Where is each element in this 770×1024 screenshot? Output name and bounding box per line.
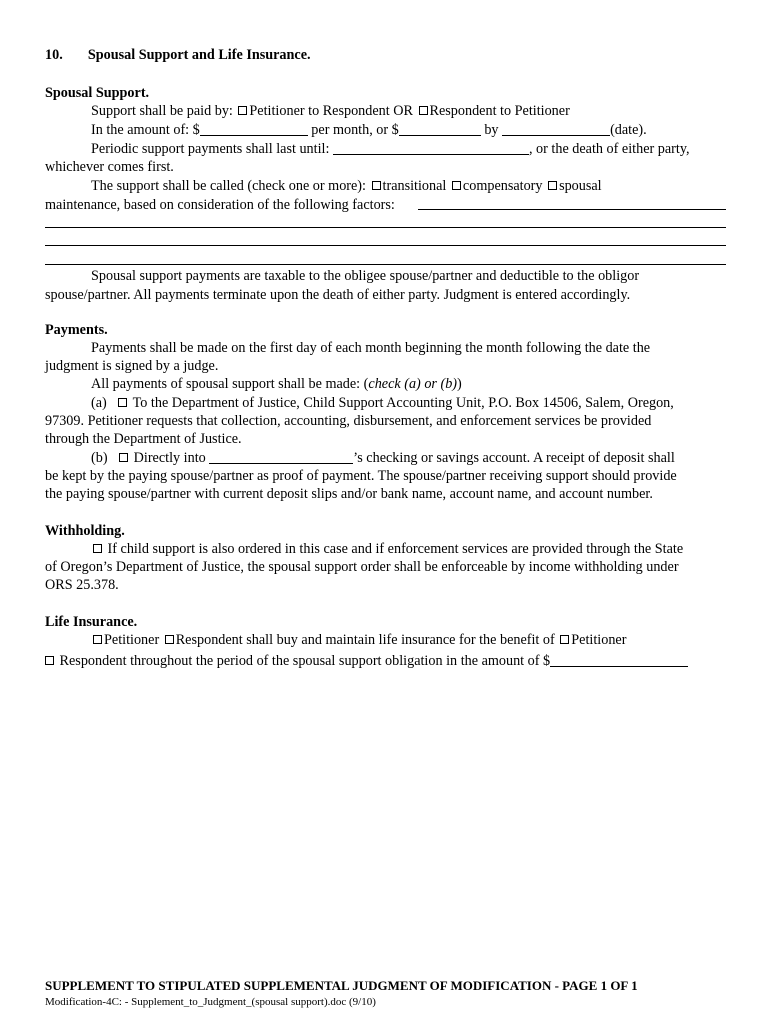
li-petitioner-label: Petitioner (104, 632, 160, 648)
by-label: by (484, 122, 499, 138)
option-b-checkbox[interactable] (119, 453, 128, 462)
li-petitioner-checkbox[interactable] (93, 635, 102, 644)
maintenance-label: maintenance, based on consideration of the following factors: (45, 197, 395, 213)
compensatory-label: compensatory (462, 178, 543, 194)
support-type-line (91, 177, 602, 196)
li-beneficiary-respondent-checkbox[interactable] (45, 656, 54, 665)
amount-line (91, 121, 647, 140)
option-b-text-post: ’s checking or savings account. A receipt of deposit shall (353, 450, 675, 466)
maintenance-line (45, 196, 395, 215)
support-type-label: The support shall be called (check one or more): (91, 178, 366, 194)
periodic-until-field[interactable] (333, 140, 529, 155)
payments-line-1: Payments shall be made on the first day of each month beginning the month following the date the (91, 340, 651, 356)
life-insurance-line-2 (45, 652, 688, 671)
factors-field-line-2[interactable] (45, 227, 726, 228)
spousal-checkbox[interactable] (548, 181, 557, 190)
option-a-label: (a) (91, 395, 107, 411)
option-b-line-3: the paying spouse/partner with current deposit slips and/or bank name, account name, and account number. (45, 486, 653, 502)
taxable-line-2: spouse/partner. All payments terminate upon the death of either party. Judgment is entered accordingly. (45, 287, 631, 303)
option-b-text-pre: Directly into (133, 450, 206, 466)
option-a-checkbox[interactable] (118, 398, 127, 407)
option-a-line (91, 394, 674, 413)
li-beneficiary-petitioner-label: Petitioner (571, 632, 627, 648)
li-respondent-label: Respondent shall buy and maintain life insurance for the benefit of (175, 632, 555, 648)
factors-field-line-4[interactable] (45, 264, 726, 265)
option-b-label: (b) (91, 450, 108, 466)
withholding-line-3: ORS 25.378. (45, 577, 119, 593)
paid-by-label: Support shall be paid by: (91, 103, 233, 119)
payments-heading: Payments. (45, 322, 108, 338)
option-a-line-2: 97309. Petitioner requests that collection, accounting, disbursement, and enforcement services be provided (45, 413, 652, 429)
monthly-amount-field[interactable] (200, 121, 308, 136)
check-hint: check (a) or (b) (368, 376, 458, 392)
factors-field-line-1[interactable] (418, 209, 726, 210)
life-insurance-heading: Life Insurance. (45, 614, 138, 630)
option-b-line (91, 449, 675, 468)
li-respondent-checkbox[interactable] (165, 635, 174, 644)
all-payments-line (91, 375, 462, 394)
respondent-to-petitioner-checkbox[interactable] (419, 106, 428, 115)
account-holder-field[interactable] (209, 449, 353, 464)
li-respondent-text: Respondent throughout the period of the spousal support obligation in the amount of $ (59, 653, 551, 669)
option-b-line-2: be kept by the paying spouse/partner as proof of payment. The spouse/partner receiving support should provide (45, 468, 677, 484)
periodic-line (91, 140, 690, 159)
transitional-label: transitional (382, 178, 447, 194)
petitioner-to-respondent-checkbox[interactable] (238, 106, 247, 115)
taxable-line-1: Spousal support payments are taxable to the obligee spouse/partner and deductible to the obligor (91, 268, 640, 284)
by-date-field[interactable] (502, 121, 610, 136)
footer-title: SUPPLEMENT TO STIPULATED SUPPLEMENTAL JUDGMENT OF MODIFICATION - PAGE 1 OF 1 (45, 978, 638, 993)
or-death-label: , or the death of either party, (528, 141, 690, 157)
option-a-text: To the Department of Justice, Child Support Accounting Unit, P.O. Box 14506, Salem, Oregon, (132, 395, 674, 411)
life-insurance-line-1 (91, 631, 626, 650)
withholding-text: If child support is also ordered in this case and if enforcement services are provided through the State (107, 541, 684, 557)
spousal-label: spousal (559, 178, 602, 194)
section-title: Spousal Support and Life Insurance. (87, 47, 311, 63)
insurance-amount-field[interactable] (550, 652, 688, 667)
withholding-line-2: of Oregon’s Department of Justice, the spousal support order shall be enforceable by income withholding under (45, 559, 679, 575)
all-payments-label: All payments of spousal support shall be made: ( (91, 376, 369, 392)
li-beneficiary-petitioner-checkbox[interactable] (560, 635, 569, 644)
transitional-checkbox[interactable] (372, 181, 381, 190)
date-label: (date). (610, 122, 647, 138)
footer-file: Modification-4C: - Supplement_to_Judgment_(spousal support).doc (9/10) (45, 996, 376, 1008)
per-month-label: per month, or $ (311, 122, 399, 138)
respondent-to-petitioner-label: Respondent to Petitioner (429, 103, 570, 119)
periodic-label: Periodic support payments shall last until: (91, 141, 330, 157)
lump-amount-field[interactable] (399, 121, 481, 136)
close-paren: ) (457, 376, 462, 392)
paid-by-line (91, 102, 570, 121)
petitioner-to-respondent-label: Petitioner to Respondent OR (249, 103, 413, 119)
factors-field-line-3[interactable] (45, 245, 726, 246)
amount-label: In the amount of: $ (91, 122, 200, 138)
withholding-checkbox[interactable] (93, 544, 102, 553)
option-a-line-3: through the Department of Justice. (45, 431, 242, 447)
withholding-line-1 (91, 540, 683, 559)
compensatory-checkbox[interactable] (452, 181, 461, 190)
withholding-heading: Withholding. (45, 523, 125, 539)
section-heading (45, 46, 311, 65)
whichever-line: whichever comes first. (45, 159, 174, 175)
section-number: 10. (45, 47, 63, 63)
spousal-support-heading: Spousal Support. (45, 85, 150, 101)
payments-line-2: judgment is signed by a judge. (45, 358, 219, 374)
